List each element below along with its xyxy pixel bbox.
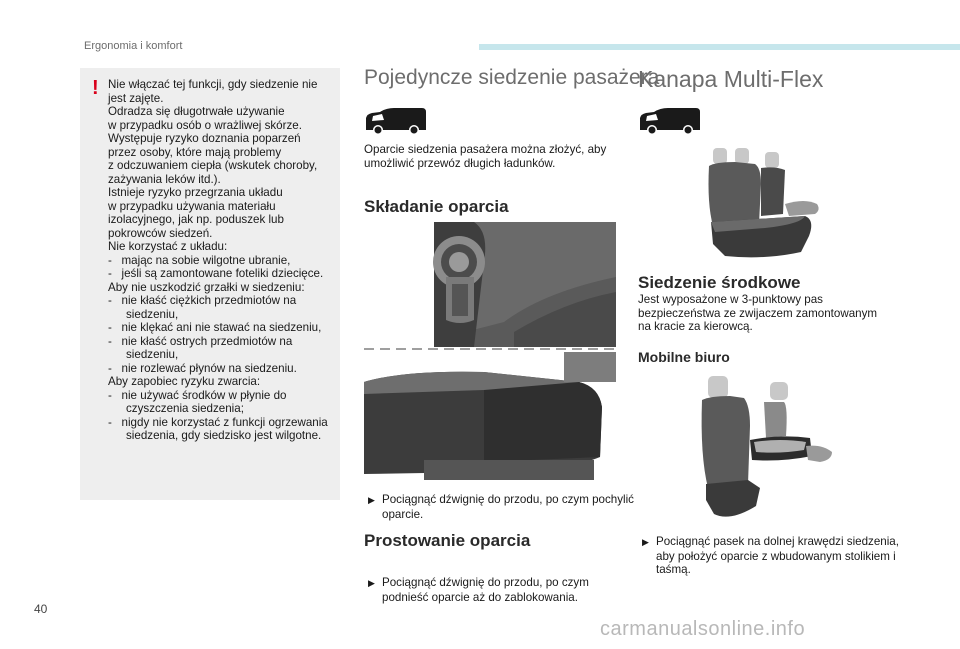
bench-seat-illustration [705, 144, 825, 267]
van-icon [638, 106, 702, 141]
page-number: 40 [34, 602, 48, 616]
mobile-office-step: ▶ Pociągnąć pasek na dolnej krawędzi siedzenia, aby położyć oparcie z wbudowanym stolikiem i taśmą. [642, 535, 899, 576]
warning-line: - nie kłaść ciężkich przedmiotów na siedzeniu, [108, 294, 297, 321]
warning-line: - nie używać środków w płynie do czyszczenia siedzenia; [108, 388, 287, 415]
warning-line: zażywania leków itd.). [108, 172, 221, 186]
warning-line: Istnieje ryzyko przegrzania układu [108, 186, 283, 199]
section-header: Ergonomia i komfort [84, 40, 183, 52]
warning-line: w przypadku używania materiału [108, 199, 276, 213]
warning-line: - nie kłaść ostrych przedmiotów na siedzeniu, [108, 334, 293, 361]
warning-line: pokrowców siedzeń. [108, 226, 213, 240]
warning-line: - nigdy nie korzystać z funkcji ogrzewania siedzenia, gdy siedzisko jest wilgotne. [108, 415, 328, 442]
fold-heading: Składanie oparcia [364, 197, 509, 216]
header-bar [479, 44, 960, 50]
warning-line: Nie włączać tej funkcji, gdy siedzenie nie [108, 78, 318, 91]
multiflex-title: Kanapa Multi-Flex [638, 66, 824, 92]
warning-line: w przypadku osób o wrażliwej skórze. [108, 118, 302, 132]
middle-seat-heading: Siedzenie środkowe [638, 273, 801, 292]
warning-icon: ! [92, 77, 99, 99]
arrow-bullet-icon: ▶ [642, 537, 649, 547]
mobile-office-heading: Mobilne biuro [638, 349, 730, 365]
warning-line: - nie rozlewać płynów na siedzeniu. [108, 361, 297, 375]
warning-line: Aby zapobiec ryzyku zwarcia: [108, 375, 261, 388]
watermark: carmanualsonline.info [600, 618, 806, 640]
arrow-bullet-icon: ▶ [368, 495, 375, 505]
warning-line: Aby nie uszkodzić grzałki w siedzeniu: [108, 280, 305, 294]
passenger-seat-title: Pojedyncze siedzenie pasażera [364, 66, 660, 89]
warning-line: - mając na sobie wilgotne ubranie, [108, 253, 291, 267]
unfold-step: ▶ Pociągnąć dźwignię do przodu, po czym podnieść oparcie aż do zablokowania. [368, 576, 589, 604]
warning-line: przez osoby, które mają problemy [108, 145, 282, 159]
passenger-seat-intro: Oparcie siedzenia pasażera można złożyć, aby umożliwić przewóz długich ładunków. [364, 143, 607, 170]
fold-step: ▶ Pociągnąć dźwignię do przodu, po czym pochylić oparcie. [368, 493, 634, 521]
warning-line: izolacyjnego, jak np. poduszek lub [108, 213, 284, 226]
unfold-heading: Prostowanie oparcia [364, 531, 531, 550]
warning-line: Nie korzystać z układu: [108, 240, 228, 253]
middle-seat-text: Jest wyposażone w 3-punktowy pas bezpieczeństwa ze zwijaczem zamontowanym na kracie za kierowcą. [638, 293, 878, 333]
warning-line: z odczuwaniem ciepła (wskutek choroby, [108, 159, 318, 172]
arrow-bullet-icon: ▶ [368, 578, 375, 588]
warning-text [108, 78, 340, 443]
mobile-office-illustration [700, 376, 836, 531]
warning-line: - jeśli są zamontowane foteliki dziecięce. [108, 267, 324, 280]
warning-line: Odradza się długotrwałe używanie [108, 105, 285, 118]
warning-line: Występuje ryzyko doznania poparzeń [108, 132, 301, 145]
van-icon [364, 106, 428, 141]
warning-line: - nie klękać ani nie stawać na siedzeniu, [108, 321, 322, 334]
seat-fold-illustration [364, 222, 616, 485]
warning-line: jest zajęte. [108, 91, 164, 105]
